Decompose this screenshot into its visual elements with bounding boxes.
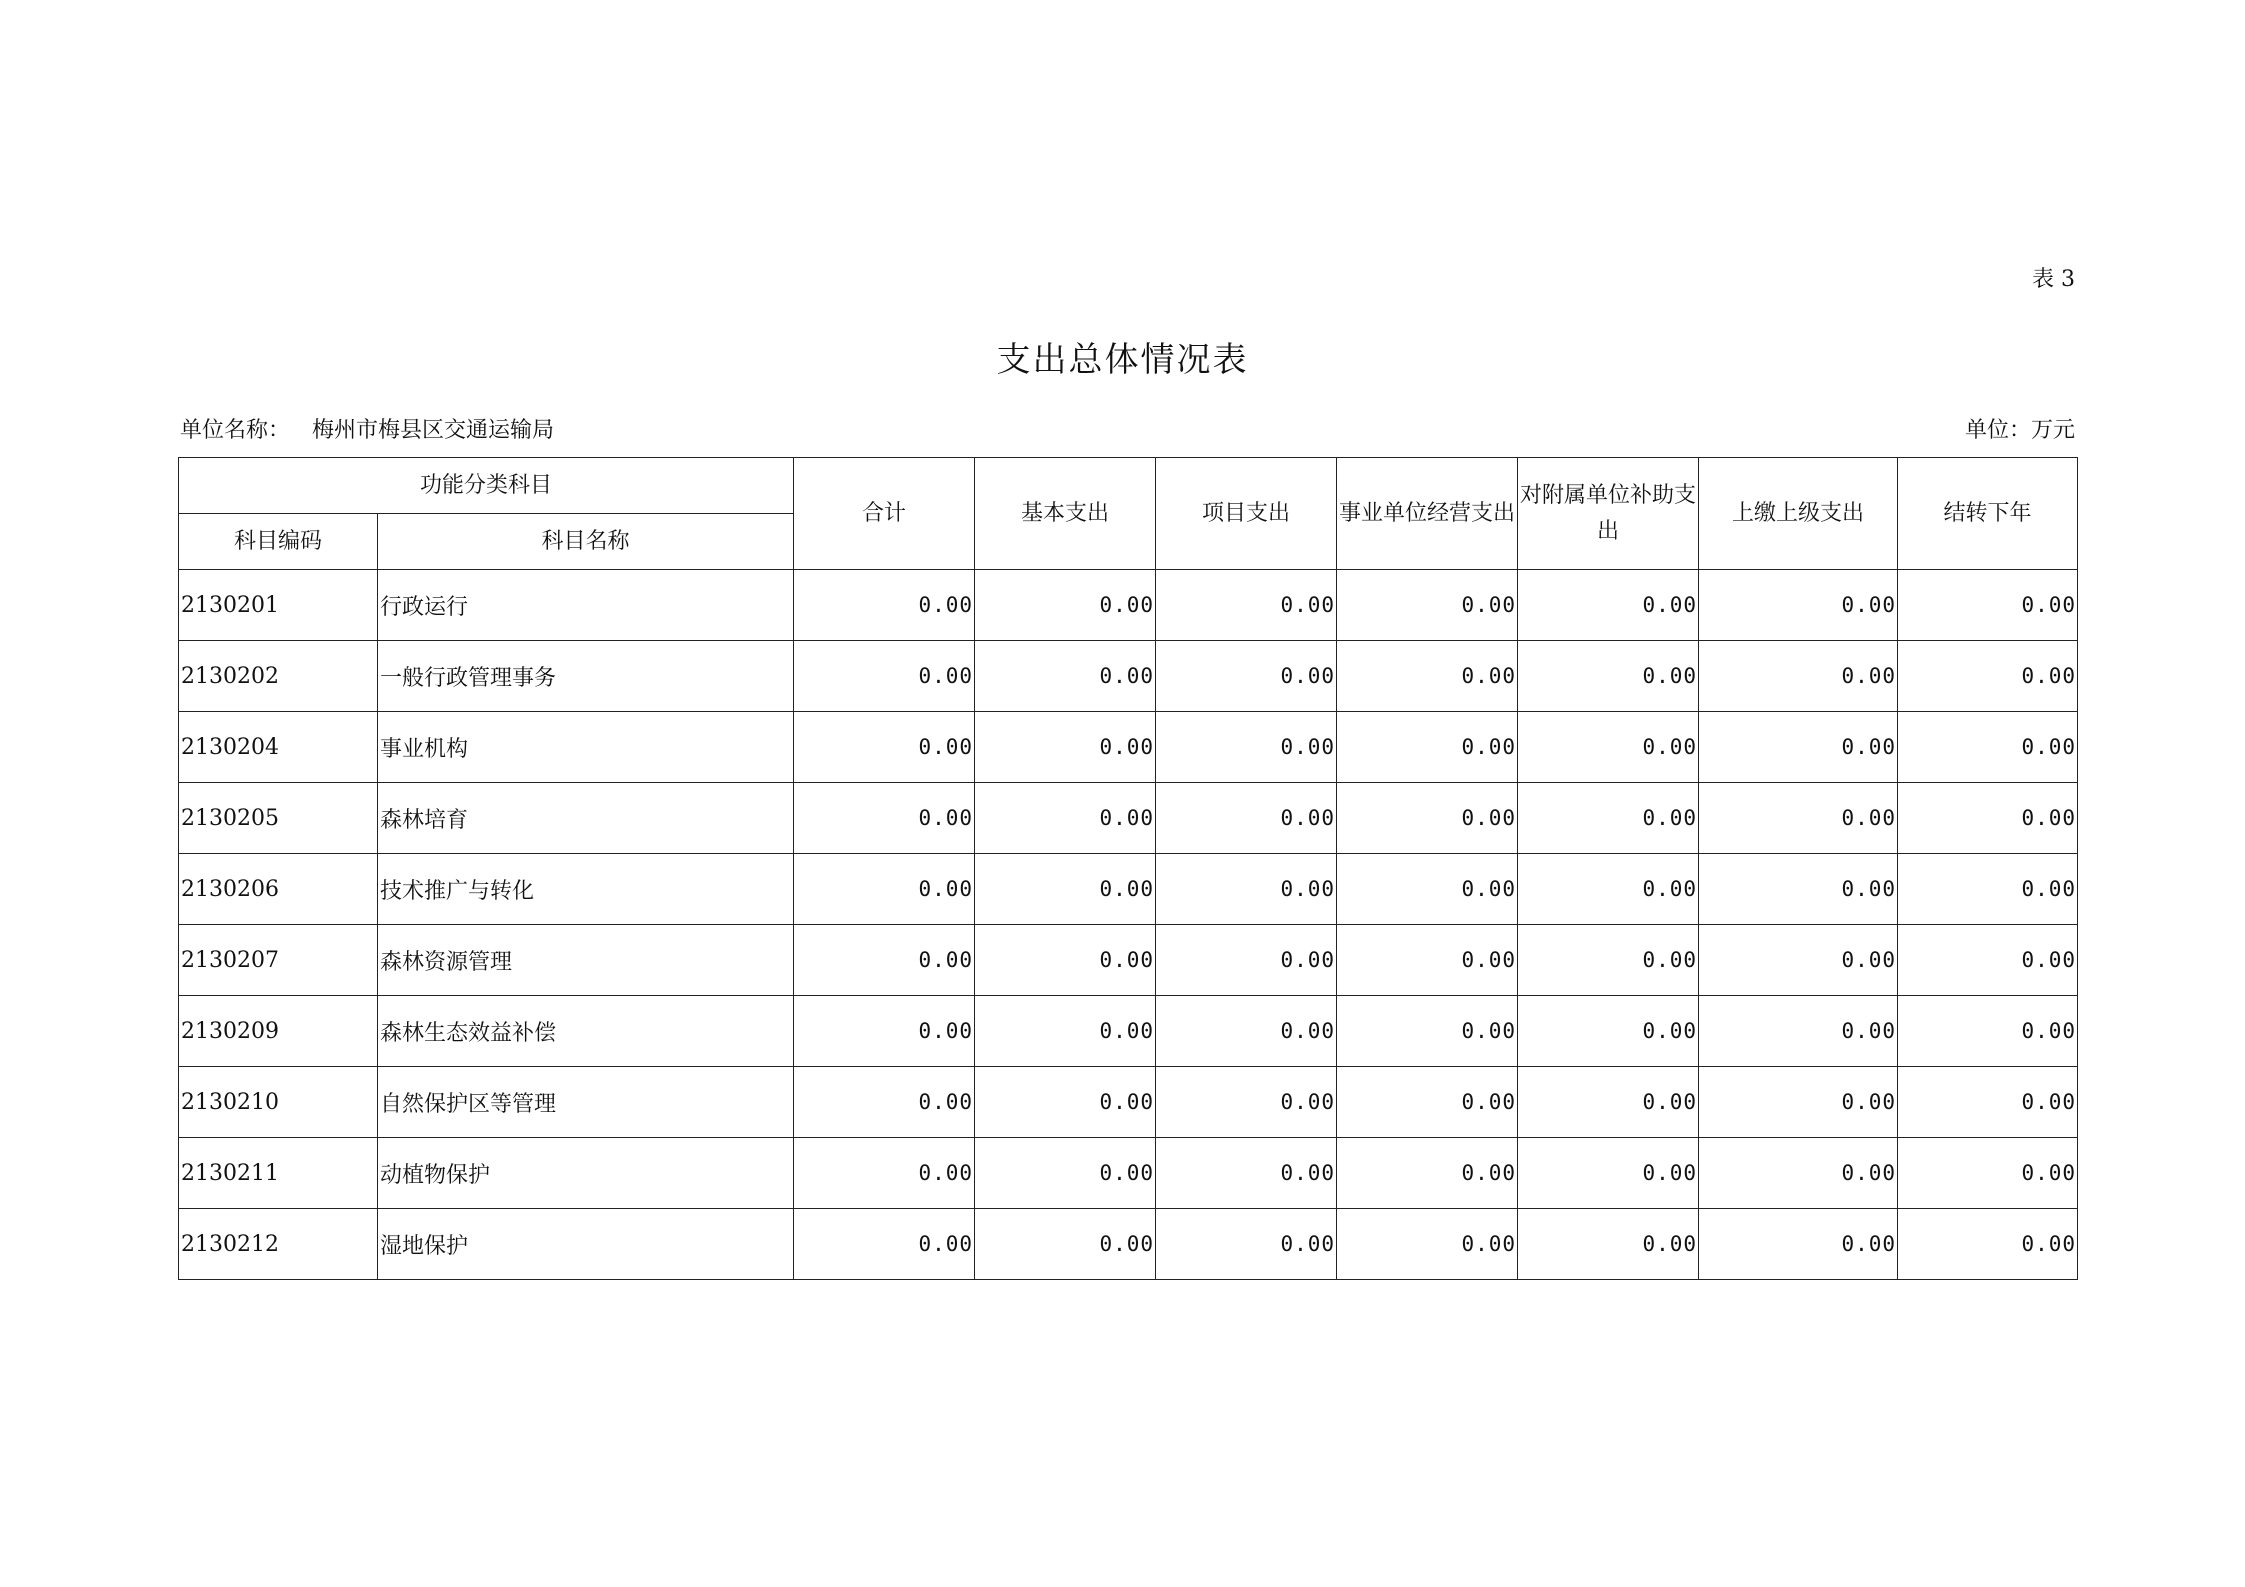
amount-cell: 0.00 (1156, 570, 1337, 641)
table-body (179, 570, 2078, 1280)
column-header: 结转下年 (1898, 458, 2078, 570)
amount-cell: 0.00 (1337, 1138, 1518, 1209)
amount-cell: 0.00 (975, 925, 1156, 996)
amount-cell: 0.00 (1898, 1067, 2078, 1138)
table-row (179, 783, 2078, 854)
subject-name-cell: 动植物保护 (378, 1138, 794, 1209)
amount-cell: 0.00 (1518, 712, 1699, 783)
subject-name-cell: 湿地保护 (378, 1209, 794, 1280)
subject-code-cell: 2130212 (179, 1209, 378, 1280)
amount-cell: 0.00 (975, 996, 1156, 1067)
column-header: 基本支出 (975, 458, 1156, 570)
subject-name-cell: 森林培育 (378, 783, 794, 854)
amount-cell: 0.00 (1518, 570, 1699, 641)
amount-cell: 0.00 (1898, 570, 2078, 641)
amount-cell: 0.00 (794, 712, 975, 783)
amount-cell: 0.00 (1518, 925, 1699, 996)
amount-cell: 0.00 (1518, 996, 1699, 1067)
amount-cell: 0.00 (1898, 712, 2078, 783)
subject-name-cell: 森林生态效益补偿 (378, 996, 794, 1067)
code-header: 科目编码 (179, 514, 378, 570)
amount-cell: 0.00 (1898, 641, 2078, 712)
amount-cell: 0.00 (1898, 1209, 2078, 1280)
amount-cell: 0.00 (1337, 641, 1518, 712)
amount-cell: 0.00 (1699, 570, 1898, 641)
subject-name-cell: 事业机构 (378, 712, 794, 783)
amount-cell: 0.00 (1699, 996, 1898, 1067)
amount-cell: 0.00 (1337, 712, 1518, 783)
subject-code-cell: 2130202 (179, 641, 378, 712)
amount-cell: 0.00 (1156, 854, 1337, 925)
amount-cell: 0.00 (794, 854, 975, 925)
amount-cell: 0.00 (1337, 570, 1518, 641)
amount-cell: 0.00 (1898, 1138, 2078, 1209)
amount-cell: 0.00 (1518, 1209, 1699, 1280)
amount-cell: 0.00 (1518, 1138, 1699, 1209)
amount-cell: 0.00 (975, 712, 1156, 783)
amount-cell: 0.00 (1699, 1209, 1898, 1280)
amount-cell: 0.00 (975, 1067, 1156, 1138)
amount-cell: 0.00 (1337, 996, 1518, 1067)
unit-name (180, 413, 554, 444)
amount-cell: 0.00 (1156, 712, 1337, 783)
table-header (179, 458, 2078, 570)
amount-cell: 0.00 (1699, 854, 1898, 925)
amount-cell: 0.00 (1337, 1209, 1518, 1280)
subject-name-cell: 技术推广与转化 (378, 854, 794, 925)
table-row (179, 996, 2078, 1067)
amount-cell: 0.00 (1518, 641, 1699, 712)
subject-name-cell: 森林资源管理 (378, 925, 794, 996)
amount-cell: 0.00 (1156, 996, 1337, 1067)
amount-cell: 0.00 (975, 783, 1156, 854)
amount-cell: 0.00 (794, 641, 975, 712)
amount-cell: 0.00 (1337, 854, 1518, 925)
amount-cell: 0.00 (975, 570, 1156, 641)
subject-code-cell: 2130206 (179, 854, 378, 925)
currency-unit: 单位：万元 (1964, 418, 2075, 443)
subject-code-cell: 2130211 (179, 1138, 378, 1209)
amount-cell: 0.00 (794, 1067, 975, 1138)
table-row (179, 925, 2078, 996)
column-header: 上缴上级支出 (1699, 458, 1898, 570)
subject-code-cell: 2130207 (179, 925, 378, 996)
amount-cell: 0.00 (1337, 1067, 1518, 1138)
amount-cell: 0.00 (1156, 641, 1337, 712)
subject-name-cell: 自然保护区等管理 (378, 1067, 794, 1138)
amount-cell: 0.00 (794, 925, 975, 996)
amount-cell: 0.00 (975, 1138, 1156, 1209)
table-number: 表 3 (2032, 267, 2075, 292)
amount-cell: 0.00 (1898, 854, 2078, 925)
name-header: 科目名称 (378, 514, 794, 570)
amount-cell: 0.00 (794, 996, 975, 1067)
table-row (179, 641, 2078, 712)
page-title: 支出总体情况表 (996, 340, 1249, 380)
amount-cell: 0.00 (794, 570, 975, 641)
unit-name-label: 单位名称： (180, 418, 291, 443)
table-row (179, 1138, 2078, 1209)
table-row (179, 1209, 2078, 1280)
amount-cell: 0.00 (794, 783, 975, 854)
amount-cell: 0.00 (1699, 925, 1898, 996)
table-row (179, 854, 2078, 925)
amount-cell: 0.00 (1156, 783, 1337, 854)
column-header: 项目支出 (1156, 458, 1337, 570)
table-row (179, 1067, 2078, 1138)
column-header: 合计 (794, 458, 975, 570)
subject-name-cell: 行政运行 (378, 570, 794, 641)
amount-cell: 0.00 (1337, 783, 1518, 854)
expenditure-table (178, 457, 2078, 1280)
subject-code-cell: 2130204 (179, 712, 378, 783)
amount-cell: 0.00 (1699, 1138, 1898, 1209)
amount-cell: 0.00 (1156, 1067, 1337, 1138)
amount-cell: 0.00 (1699, 641, 1898, 712)
amount-cell: 0.00 (1699, 783, 1898, 854)
table-row (179, 570, 2078, 641)
subject-code-cell: 2130201 (179, 570, 378, 641)
column-header: 事业单位经营支出 (1337, 458, 1518, 570)
subject-code-cell: 2130210 (179, 1067, 378, 1138)
subject-code-cell: 2130209 (179, 996, 378, 1067)
amount-cell: 0.00 (1898, 996, 2078, 1067)
amount-cell: 0.00 (1518, 854, 1699, 925)
amount-cell: 0.00 (1156, 1209, 1337, 1280)
amount-cell: 0.00 (975, 641, 1156, 712)
amount-cell: 0.00 (1518, 783, 1699, 854)
amount-cell: 0.00 (1699, 712, 1898, 783)
amount-cell: 0.00 (1699, 1067, 1898, 1138)
amount-cell: 0.00 (975, 854, 1156, 925)
amount-cell: 0.00 (794, 1138, 975, 1209)
amount-cell: 0.00 (794, 1209, 975, 1280)
amount-cell: 0.00 (1898, 925, 2078, 996)
amount-cell: 0.00 (1898, 783, 2078, 854)
subject-code-cell: 2130205 (179, 783, 378, 854)
unit-name-value: 梅州市梅县区交通运输局 (312, 418, 555, 443)
amount-cell: 0.00 (1156, 1138, 1337, 1209)
table-row (179, 712, 2078, 783)
amount-cell: 0.00 (1156, 925, 1337, 996)
column-header: 对附属单位补助支出 (1518, 458, 1699, 570)
group-header: 功能分类科目 (179, 458, 794, 514)
subject-name-cell: 一般行政管理事务 (378, 641, 794, 712)
amount-cell: 0.00 (1518, 1067, 1699, 1138)
amount-cell: 0.00 (975, 1209, 1156, 1280)
amount-cell: 0.00 (1337, 925, 1518, 996)
